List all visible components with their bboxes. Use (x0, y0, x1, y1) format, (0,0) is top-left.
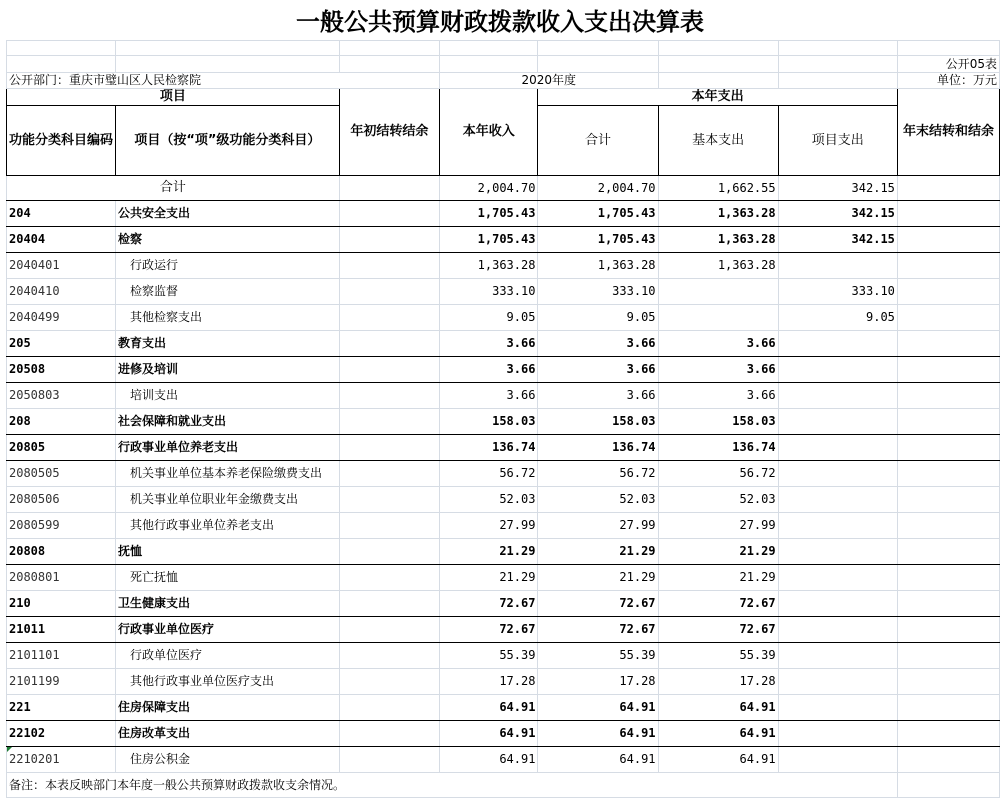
unit-label: 单位：万元 (897, 73, 999, 89)
row-code: 2040410 (7, 279, 116, 305)
row-project: 342.15 (778, 227, 897, 253)
row-name: 检察监督 (116, 279, 340, 305)
row-name: 住房改革支出 (116, 721, 340, 747)
total-basic: 1,662.55 (658, 176, 778, 201)
table-row (7, 383, 1000, 409)
row-income: 1,705.43 (440, 227, 538, 253)
row-end-balance (897, 539, 999, 565)
row-code: 2080506 (7, 487, 116, 513)
row-name: 社会保障和就业支出 (116, 409, 340, 435)
row-basic: 1,363.28 (658, 227, 778, 253)
header-project: 项目支出 (778, 106, 897, 176)
row-end-balance (897, 331, 999, 357)
row-total: 1,363.28 (538, 253, 658, 279)
row-project (778, 331, 897, 357)
row-begin-balance (339, 409, 439, 435)
row-project (778, 513, 897, 539)
row-basic: 158.03 (658, 409, 778, 435)
row-end-balance (897, 487, 999, 513)
table-row (7, 409, 1000, 435)
row-total: 72.67 (538, 591, 658, 617)
row-code: 221 (7, 695, 116, 721)
row-end-balance (897, 409, 999, 435)
row-project (778, 747, 897, 773)
row-basic: 21.29 (658, 565, 778, 591)
table-row (7, 487, 1000, 513)
row-project (778, 461, 897, 487)
row-code: 2080599 (7, 513, 116, 539)
row-total: 21.29 (538, 565, 658, 591)
row-end-balance (897, 201, 999, 227)
row-total: 21.29 (538, 539, 658, 565)
row-basic: 72.67 (658, 591, 778, 617)
row-begin-balance (339, 669, 439, 695)
table-row (7, 357, 1000, 383)
row-code: 2080505 (7, 461, 116, 487)
row-end-balance (897, 357, 999, 383)
row-begin-balance (339, 305, 439, 331)
header-basic: 基本支出 (658, 106, 778, 176)
row-income: 158.03 (440, 409, 538, 435)
note-text: 备注：本表反映部门本年度一般公共预算财政拨款收支余情况。 (7, 773, 898, 798)
row-end-balance (897, 721, 999, 747)
row-project (778, 721, 897, 747)
row-project: 9.05 (778, 305, 897, 331)
row-end-balance (897, 643, 999, 669)
row-project (778, 383, 897, 409)
table-row (7, 565, 1000, 591)
row-income: 1,705.43 (440, 201, 538, 227)
row-basic: 17.28 (658, 669, 778, 695)
row-end-balance (897, 305, 999, 331)
row-code: 20508 (7, 357, 116, 383)
form-number: 公开05表 (897, 56, 999, 73)
table-row (7, 227, 1000, 253)
row-end-balance (897, 227, 999, 253)
row-basic: 1,363.28 (658, 201, 778, 227)
row-basic: 56.72 (658, 461, 778, 487)
row-basic: 136.74 (658, 435, 778, 461)
row-income: 333.10 (440, 279, 538, 305)
row-total: 64.91 (538, 695, 658, 721)
table-row (7, 201, 1000, 227)
row-total: 56.72 (538, 461, 658, 487)
row-total: 3.66 (538, 383, 658, 409)
row-code: 2101199 (7, 669, 116, 695)
row-name: 行政单位医疗 (116, 643, 340, 669)
row-project (778, 435, 897, 461)
header-this-year-expense: 本年支出 (538, 89, 897, 106)
row-end-balance (897, 435, 999, 461)
row-total: 55.39 (538, 643, 658, 669)
row-project (778, 669, 897, 695)
row-total: 333.10 (538, 279, 658, 305)
form-number-row (7, 56, 1000, 73)
row-begin-balance (339, 357, 439, 383)
row-begin-balance (339, 747, 439, 773)
row-code: 2101101 (7, 643, 116, 669)
row-begin-balance (339, 461, 439, 487)
row-total: 1,705.43 (538, 201, 658, 227)
row-code: 2050803 (7, 383, 116, 409)
row-income: 64.91 (440, 695, 538, 721)
row-basic: 52.03 (658, 487, 778, 513)
row-name: 教育支出 (116, 331, 340, 357)
row-name: 检察 (116, 227, 340, 253)
row-basic: 3.66 (658, 331, 778, 357)
row-total: 3.66 (538, 331, 658, 357)
row-income: 17.28 (440, 669, 538, 695)
row-income: 21.29 (440, 565, 538, 591)
table-row (7, 695, 1000, 721)
row-income: 27.99 (440, 513, 538, 539)
row-begin-balance (339, 513, 439, 539)
row-end-balance (897, 461, 999, 487)
row-end-balance (897, 513, 999, 539)
row-name: 行政运行 (116, 253, 340, 279)
row-income: 9.05 (440, 305, 538, 331)
row-project (778, 539, 897, 565)
row-code: 208 (7, 409, 116, 435)
row-code: 204 (7, 201, 116, 227)
row-income: 55.39 (440, 643, 538, 669)
row-income: 72.67 (440, 591, 538, 617)
row-begin-balance (339, 227, 439, 253)
row-income: 64.91 (440, 721, 538, 747)
row-code: 20805 (7, 435, 116, 461)
department-label: 公开部门：重庆市璧山区人民检察院 (7, 73, 440, 89)
row-begin-balance (339, 617, 439, 643)
row-end-balance (897, 565, 999, 591)
meta-row (7, 73, 1000, 89)
table-row (7, 643, 1000, 669)
row-end-balance (897, 669, 999, 695)
row-project: 342.15 (778, 201, 897, 227)
row-basic (658, 279, 778, 305)
row-total: 17.28 (538, 669, 658, 695)
row-end-balance (897, 747, 999, 773)
row-name: 机关事业单位职业年金缴费支出 (116, 487, 340, 513)
row-end-balance (897, 695, 999, 721)
row-total: 3.66 (538, 357, 658, 383)
row-end-balance (897, 383, 999, 409)
row-name: 住房公积金 (116, 747, 340, 773)
row-end-balance (897, 253, 999, 279)
row-name: 进修及培训 (116, 357, 340, 383)
fiscal-year: 2020年度 (440, 73, 659, 89)
row-basic: 27.99 (658, 513, 778, 539)
row-basic: 72.67 (658, 617, 778, 643)
row-project (778, 643, 897, 669)
row-end-balance (897, 617, 999, 643)
row-income: 1,363.28 (440, 253, 538, 279)
header-total: 合计 (538, 106, 658, 176)
total-row (7, 176, 1000, 201)
row-name: 住房保障支出 (116, 695, 340, 721)
row-basic: 64.91 (658, 695, 778, 721)
budget-table (6, 40, 1000, 798)
row-begin-balance (339, 565, 439, 591)
row-begin-balance (339, 383, 439, 409)
row-begin-balance (339, 591, 439, 617)
table-row (7, 591, 1000, 617)
row-project (778, 565, 897, 591)
row-name: 公共安全支出 (116, 201, 340, 227)
row-total: 9.05 (538, 305, 658, 331)
row-income: 136.74 (440, 435, 538, 461)
table-row (7, 539, 1000, 565)
total-total: 2,004.70 (538, 176, 658, 201)
row-name: 其他行政事业单位医疗支出 (116, 669, 340, 695)
table-row (7, 747, 1000, 773)
row-begin-balance (339, 487, 439, 513)
header-begin-balance: 年初结转结余 (339, 89, 439, 176)
row-name: 行政事业单位医疗 (116, 617, 340, 643)
header-end-balance: 年末结转和结余 (897, 89, 999, 176)
row-code: 2040401 (7, 253, 116, 279)
row-total: 27.99 (538, 513, 658, 539)
table-row (7, 669, 1000, 695)
row-name: 卫生健康支出 (116, 591, 340, 617)
table-row (7, 617, 1000, 643)
header-func-code: 功能分类科目编码 (7, 106, 116, 176)
row-total: 64.91 (538, 721, 658, 747)
row-total: 64.91 (538, 747, 658, 773)
row-basic: 3.66 (658, 383, 778, 409)
row-project: 333.10 (778, 279, 897, 305)
row-code: 2040499 (7, 305, 116, 331)
row-code: 20404 (7, 227, 116, 253)
row-basic: 64.91 (658, 747, 778, 773)
row-basic: 1,363.28 (658, 253, 778, 279)
row-total: 52.03 (538, 487, 658, 513)
row-begin-balance (339, 539, 439, 565)
row-income: 72.67 (440, 617, 538, 643)
table-row (7, 435, 1000, 461)
table-row (7, 513, 1000, 539)
row-project (778, 357, 897, 383)
row-basic: 3.66 (658, 357, 778, 383)
row-total: 136.74 (538, 435, 658, 461)
row-code: 20808 (7, 539, 116, 565)
row-name: 死亡抚恤 (116, 565, 340, 591)
row-project (778, 409, 897, 435)
row-income: 3.66 (440, 357, 538, 383)
row-income: 21.29 (440, 539, 538, 565)
row-begin-balance (339, 201, 439, 227)
row-name: 其他行政事业单位养老支出 (116, 513, 340, 539)
row-begin-balance (339, 721, 439, 747)
table-row (7, 305, 1000, 331)
row-total: 72.67 (538, 617, 658, 643)
row-code: 205 (7, 331, 116, 357)
row-total: 1,705.43 (538, 227, 658, 253)
table-row (7, 721, 1000, 747)
header-row-1 (7, 89, 1000, 106)
row-name: 抚恤 (116, 539, 340, 565)
row-end-balance (897, 591, 999, 617)
row-name: 行政事业单位养老支出 (116, 435, 340, 461)
row-code: 2210201 (7, 747, 116, 773)
row-begin-balance (339, 643, 439, 669)
table-row (7, 253, 1000, 279)
row-project (778, 617, 897, 643)
row-code: 21011 (7, 617, 116, 643)
row-code: 22102 (7, 721, 116, 747)
table-row (7, 279, 1000, 305)
total-project: 342.15 (778, 176, 897, 201)
row-total: 158.03 (538, 409, 658, 435)
row-begin-balance (339, 253, 439, 279)
row-income: 3.66 (440, 331, 538, 357)
header-item: 项目 (7, 89, 340, 106)
row-basic: 21.29 (658, 539, 778, 565)
row-name: 培训支出 (116, 383, 340, 409)
total-label: 合计 (7, 176, 340, 201)
row-income: 56.72 (440, 461, 538, 487)
row-income: 52.03 (440, 487, 538, 513)
row-project (778, 695, 897, 721)
table-row (7, 331, 1000, 357)
header-item-name: 项目（按“项”级功能分类科目） (116, 106, 340, 176)
spacer-row (7, 41, 1000, 56)
row-basic (658, 305, 778, 331)
row-income: 64.91 (440, 747, 538, 773)
row-begin-balance (339, 279, 439, 305)
table-row (7, 461, 1000, 487)
row-basic: 64.91 (658, 721, 778, 747)
row-end-balance (897, 279, 999, 305)
total-income: 2,004.70 (440, 176, 538, 201)
row-project (778, 253, 897, 279)
row-project (778, 591, 897, 617)
row-begin-balance (339, 435, 439, 461)
row-begin-balance (339, 331, 439, 357)
row-basic: 55.39 (658, 643, 778, 669)
note-row (7, 773, 1000, 798)
header-income: 本年收入 (440, 89, 538, 176)
row-code: 2080801 (7, 565, 116, 591)
row-income: 3.66 (440, 383, 538, 409)
report-title: 一般公共预算财政拨款收入支出决算表 (296, 8, 704, 36)
row-name: 其他检察支出 (116, 305, 340, 331)
row-code: 210 (7, 591, 116, 617)
row-project (778, 487, 897, 513)
row-name: 机关事业单位基本养老保险缴费支出 (116, 461, 340, 487)
row-begin-balance (339, 695, 439, 721)
